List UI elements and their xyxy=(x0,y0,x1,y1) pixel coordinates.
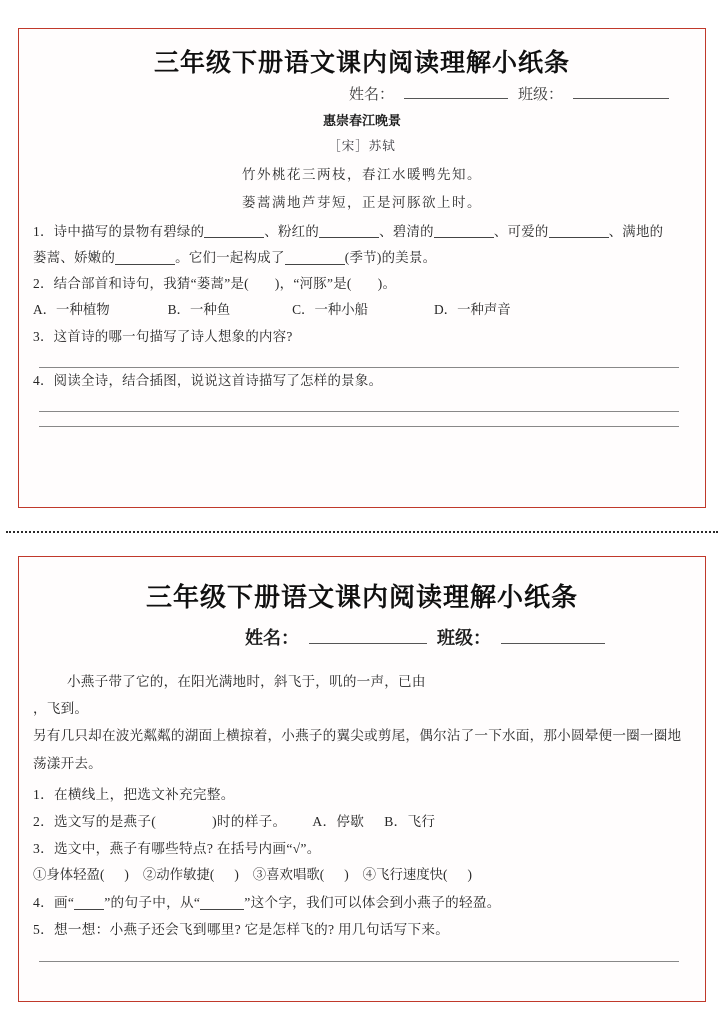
passage-text-e: 。 xyxy=(74,701,89,717)
option-c[interactable]: C．一种小船 xyxy=(292,302,369,318)
q2-text-b: )时的样子。 xyxy=(212,813,287,829)
q4-text-a: 4．画“ xyxy=(33,895,75,911)
question-4-answer-line-1[interactable] xyxy=(39,411,679,412)
checklist-item-3-close: ) xyxy=(344,867,349,883)
q1-text-g: 。它们一起构成了 xyxy=(175,250,285,266)
question-2-options xyxy=(33,297,691,323)
q1-blank-4[interactable] xyxy=(549,224,609,238)
poem-line-2: 蒌蒿满地芦芽短，正是河豚欲上时。 xyxy=(242,195,482,210)
q2-text-a: 2．选文写的是燕子( xyxy=(33,813,157,829)
q1-text-h: (季节)的美景。 xyxy=(344,250,437,266)
checklist-item-3-label: ③喜欢唱歌( xyxy=(252,867,325,883)
question-3: 3．选文中，燕子有哪些特点? 在括号内画“√”。 xyxy=(33,841,321,857)
q1-text-d: 、可爱的 xyxy=(493,224,549,239)
poem-block xyxy=(33,110,691,211)
question-2 xyxy=(33,808,691,835)
q1-blank-2[interactable] xyxy=(319,224,379,238)
name-input-blank[interactable] xyxy=(309,627,427,644)
card-1-title: 三年级下册语文课内阅读理解小纸条 xyxy=(153,48,570,77)
passage-paragraph-2: 另有几只却在波光粼粼的湖面上横掠着，小燕子的翼尖或剪尾，偶尔沾了一下水面，那小圆晕便一圈一圈地荡漾开去。 xyxy=(33,728,682,771)
question-3: 3．这首诗的哪一句描写了诗人想象的内容? xyxy=(33,328,293,344)
checklist-item-3[interactable] xyxy=(253,867,349,882)
poem-author: ［宋］苏轼 xyxy=(328,139,396,153)
name-label: 姓名： xyxy=(245,628,299,648)
question-5: 5．想一想：小燕子还会飞到哪里? 它是怎样飞的? 用几句话写下来。 xyxy=(33,922,450,938)
checklist-item-2-close: ) xyxy=(234,867,239,883)
class-label: 班级： xyxy=(437,628,491,648)
checklist-item-2-label: ②动作敏捷( xyxy=(142,867,215,883)
card-1-identity-row xyxy=(33,83,691,104)
name-label: 姓名： xyxy=(348,87,394,103)
passage-text-c: ，叽的一声，已由 xyxy=(315,674,426,689)
checklist-item-1-label: ①身体轻盈( xyxy=(33,867,105,883)
reading-passage xyxy=(33,668,691,777)
q1-text-f: 蒌蒿、娇嫩的 xyxy=(33,250,116,266)
passage-paragraph-1 xyxy=(33,668,691,722)
question-4: 4．阅读全诗，结合插图，说说这首诗描写了怎样的景象。 xyxy=(33,372,383,388)
question-4-answer-line-2[interactable] xyxy=(39,426,679,427)
q1-blank-5[interactable] xyxy=(115,250,175,264)
class-input-blank[interactable] xyxy=(573,85,669,100)
option-b[interactable]: B．一种鱼 xyxy=(167,302,231,318)
poem-line-1: 竹外桃花三两枝，春江水暖鸭先知。 xyxy=(242,167,482,182)
question-2 xyxy=(33,271,691,297)
passage-text-a: 小燕子带了它的 xyxy=(67,674,164,689)
q1-text-b: 、粉红的 xyxy=(264,224,320,239)
checklist-item-4[interactable] xyxy=(363,867,472,882)
question-3-checklist xyxy=(33,862,691,889)
q1-blank-3[interactable] xyxy=(434,224,494,238)
question-1 xyxy=(33,219,691,271)
q4-blank-1[interactable] xyxy=(74,895,104,910)
question-1: 1．在横线上，把选文补充完整。 xyxy=(33,786,235,802)
q2-text-c: )。 xyxy=(377,276,397,292)
card-2-title: 三年级下册语文课内阅读理解小纸条 xyxy=(145,583,578,613)
option-a[interactable]: A．一种植物 xyxy=(33,302,110,318)
checklist-item-1[interactable] xyxy=(33,867,129,882)
question-4 xyxy=(33,889,691,916)
option-d[interactable]: D．一种声音 xyxy=(434,302,511,318)
q1-text-c: 、碧清的 xyxy=(379,224,434,239)
q4-text-c: ”这个字，我们可以体会到小燕子的轻盈。 xyxy=(244,895,501,911)
class-label: 班级： xyxy=(517,87,563,103)
passage-text-d: ，飞到 xyxy=(33,701,75,717)
q2-text-b: )，“河豚”是( xyxy=(274,276,352,292)
worksheet-card-2 xyxy=(18,556,706,1002)
card-2-identity-row xyxy=(33,624,691,650)
q2-option-b[interactable]: B．飞行 xyxy=(384,813,436,829)
passage-text-b: ，在阳光满地时，斜飞于 xyxy=(163,674,316,689)
q1-text-e: 、满地的 xyxy=(608,224,664,239)
worksheet-card-1 xyxy=(18,28,706,508)
class-input-blank[interactable] xyxy=(501,627,605,644)
q2-option-a[interactable]: A．停歇 xyxy=(312,813,365,829)
q2-text-a: 2．结合部首和诗句，我猜“蒌蒿”是( xyxy=(33,276,249,292)
checklist-item-4-close: ) xyxy=(467,867,472,883)
q1-blank-6[interactable] xyxy=(285,250,345,264)
name-input-blank[interactable] xyxy=(404,85,508,100)
q1-blank-1[interactable] xyxy=(204,224,264,238)
cut-divider-line xyxy=(6,531,718,533)
checklist-item-4-label: ④飞行速度快( xyxy=(362,867,448,883)
card-2-questions xyxy=(33,781,691,962)
poem-title: 惠崇春江晚景 xyxy=(322,114,401,129)
q1-text-a: 1．诗中描写的景物有碧绿的 xyxy=(33,224,205,239)
q4-blank-2[interactable] xyxy=(200,895,244,910)
card-1-questions xyxy=(33,219,691,427)
q4-text-b: ”的句子中，从“ xyxy=(104,895,201,911)
checklist-item-1-close: ) xyxy=(124,867,129,883)
question-5-answer-line[interactable] xyxy=(39,961,679,962)
checklist-item-2[interactable] xyxy=(143,867,239,882)
